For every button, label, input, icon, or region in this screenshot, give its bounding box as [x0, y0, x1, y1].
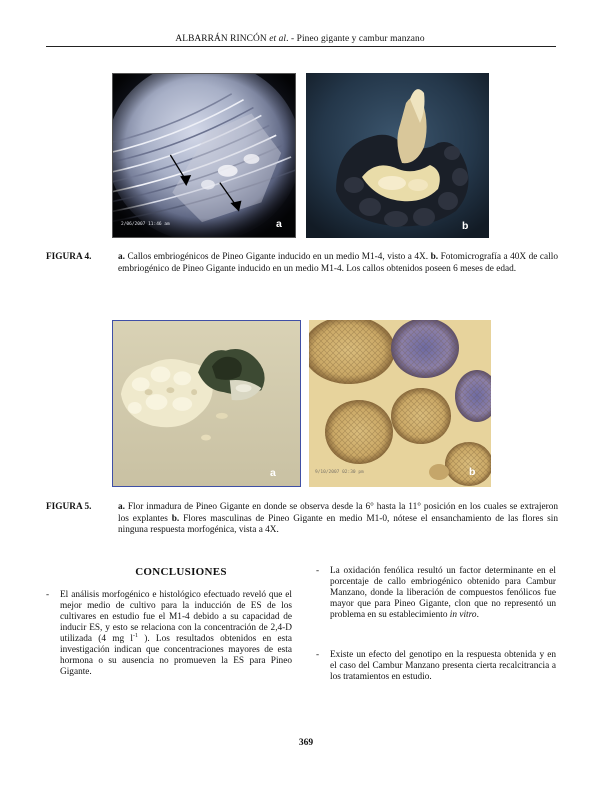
figure4-label: FIGURA 4. [46, 252, 92, 262]
conclusion-bullet-3 [316, 650, 556, 690]
figure5-photo-b [309, 320, 491, 487]
figure4-photo-b [306, 73, 489, 238]
conclusion-bullet-1 [46, 590, 294, 700]
bullet-3-text: Existe un efecto del genotipo en la respuesta obtenida y en el caso del Cambur Manzano presenta cierta recalcitrancia a los tratamientos en estudio. [330, 650, 556, 682]
bullet-2-text [330, 566, 556, 621]
bullet-1-text [60, 590, 292, 678]
bullet-3-dash: - [316, 650, 320, 660]
figure5-caption-a-text: Flor inmadura de Pineo Gigante en donde se observa desde la 6° hasta la 11° posición en los cuales se extrajeron los explantes [118, 502, 558, 524]
bullet-1-text-part2: ). Los resultados obtenidos en esta investigación indican que concentraciones mayores de esta hormona o su ausencia no promueven la ES para Pineo Gigante. [60, 634, 292, 677]
figure4-panel-b-letter: b [462, 220, 469, 232]
figure5-photo-a [112, 320, 301, 487]
figure5-caption-b-key: b. [171, 513, 180, 524]
conclusion-bullet-2 [316, 566, 556, 636]
figure4-photo-a [112, 73, 296, 238]
running-head-etal: et al [269, 34, 287, 44]
figure4-caption-b-text: Fotomicrografía a 40X de callo embriogénico de Pineo Gigante inducido en un medio M1-4. Los callos obtenidos poseen 6 meses de edad. [118, 252, 558, 274]
page-number: 369 [298, 738, 314, 748]
running-head [46, 34, 554, 44]
figure4-caption-a-text: Callos embriogénicos de Pineo Gigante inducido en un medio M1-4, visto a 4X. [124, 252, 431, 262]
conclusiones-heading: CONCLUSIONES [135, 566, 227, 578]
bullet-1-superscript: -1 [133, 632, 138, 639]
figure5-caption-a-key: a. [118, 502, 125, 512]
figure4-photo-a-stamp: 2/06/2007 11:46 am [121, 222, 170, 227]
bullet-2-italic: in vitro [449, 610, 477, 620]
figure5-photo-b-stamp: 9/10/2007 02:30 pm [315, 470, 364, 475]
running-head-title: . - Pineo gigante y cambur manzano [286, 34, 425, 44]
bullet-2-text-part1: La oxidación fenólica resultó un factor determinante en el porcentaje de callo embriogénico obtenido para Cambur Manzano, donde la liberación de compuestos fenólicos fue mayor que para Pineo Gigante, clon que no representó un problema en su establecimiento [330, 566, 556, 620]
bullet-2-dash: - [316, 566, 320, 576]
header-rule [46, 46, 556, 47]
bullet-1-dash: - [46, 590, 50, 600]
figure4-caption-text [118, 252, 558, 275]
running-head-author: ALBARRÁN RINCÓN [175, 34, 267, 44]
figure5-caption-text [118, 502, 558, 537]
bullet-2-text-part2: . [476, 610, 479, 620]
figure5-panel-b-letter: b [469, 466, 476, 478]
figure5-caption-b-text: Flores masculinas de Pineo Gigante en medio M1-0, nótese el ensanchamiento de las flores sin ninguna respuesta morfogénica, vista a 4X. [118, 513, 559, 536]
figure4-caption-a-key: a. [118, 252, 125, 262]
figure4-caption-b-key: b. [430, 252, 439, 262]
figure5-panel-a-letter: a [270, 467, 276, 479]
figure5-caption [46, 502, 558, 542]
figure4-caption [46, 252, 558, 292]
bullet-1-text-part1: El análisis morfogénico e histológico efectuado reveló que el mejor medio de cultivo para la inducción de ES de los cultivares en estudio fue el M1-4 debido a su capacidad de inducir ES, y esto se relaciona con la concentración de 2,4-D utilizada (4 mg l [60, 590, 292, 644]
figure5-label: FIGURA 5. [46, 502, 92, 512]
figure4-panel-a-letter: a [276, 218, 282, 230]
